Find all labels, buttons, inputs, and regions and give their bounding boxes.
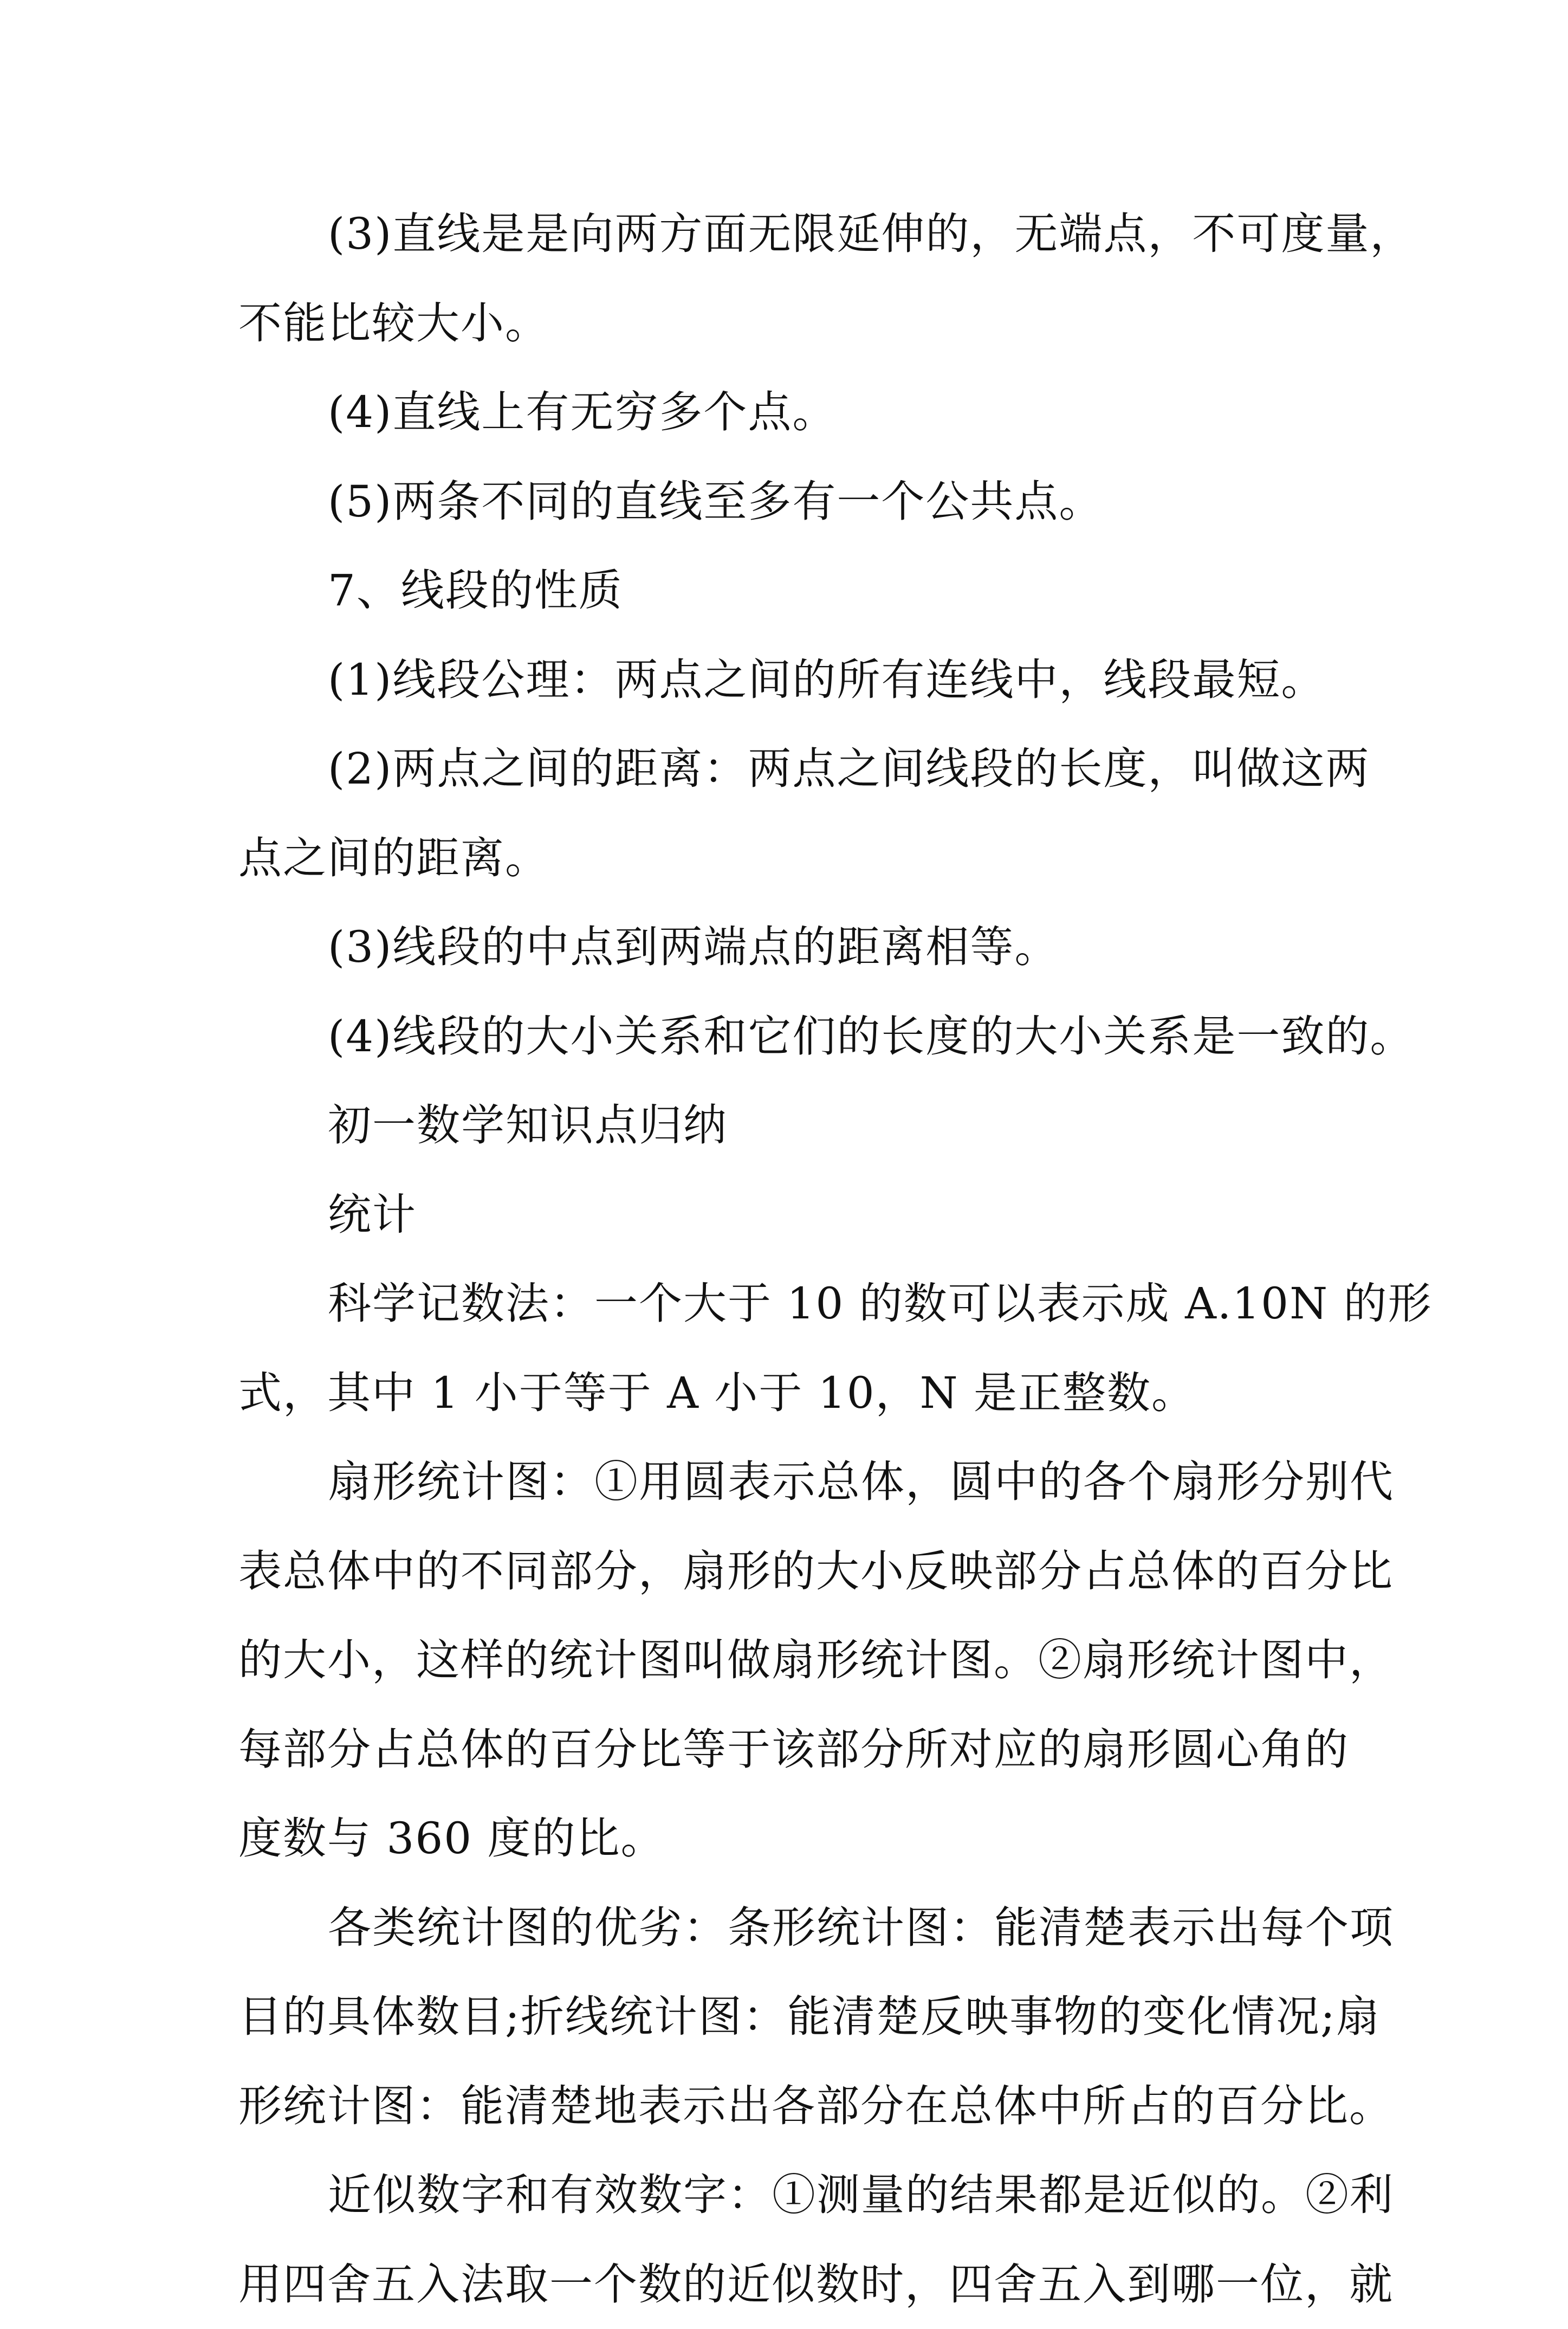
text-line: (2)两点之间的距离：两点之间线段的长度，叫做这两 [238,724,1355,814]
document-body [238,190,1355,2329]
text-line: 各类统计图的优劣：条形统计图：能清楚表示出每个项 [238,1884,1355,1973]
text-line: (5)两条不同的直线至多有一个公共点。 [238,457,1355,547]
section-heading: 初一数学知识点归纳 [238,1081,1355,1170]
text-line: 科学记数法：一个大于 10 的数可以表示成 A.10N 的形 [238,1259,1355,1349]
section-heading: 7、线段的性质 [238,546,1355,636]
text-line: 每部分占总体的百分比等于该部分所对应的扇形圆心角的 [238,1705,1355,1795]
text-line: 不能比较大小。 [238,279,1355,368]
text-line: 点之间的距离。 [238,814,1355,903]
section-heading: 统计 [238,1170,1355,1260]
text-line: 目的具体数目;折线统计图：能清楚反映事物的变化情况;扇 [238,1972,1355,2062]
text-line: (3)直线是是向两方面无限延伸的，无端点，不可度量， [238,190,1355,279]
text-line: (1)线段公理：两点之间的所有连线中，线段最短。 [238,636,1355,725]
text-line: (3)线段的中点到两端点的距离相等。 [238,903,1355,992]
text-line: (4)线段的大小关系和它们的长度的大小关系是一致的。 [238,992,1355,1082]
text-line: 用四舍五入法取一个数的近似数时，四舍五入到哪一位，就 [238,2240,1355,2329]
text-line: 扇形统计图：①用圆表示总体，圆中的各个扇形分别代 [238,1438,1355,1527]
text-line: 表总体中的不同部分，扇形的大小反映部分占总体的百分比 [238,1527,1355,1616]
text-line: (4)直线上有无穷多个点。 [238,368,1355,457]
text-line: 的大小，这样的统计图叫做扇形统计图。②扇形统计图中， [238,1616,1355,1705]
text-line: 近似数字和有效数字：①测量的结果都是近似的。②利 [238,2151,1355,2240]
text-line: 形统计图：能清楚地表示出各部分在总体中所占的百分比。 [238,2062,1355,2151]
text-line: 度数与 360 度的比。 [238,1794,1355,1884]
text-line: 式，其中 1 小于等于 A 小于 10，N 是正整数。 [238,1349,1355,1438]
